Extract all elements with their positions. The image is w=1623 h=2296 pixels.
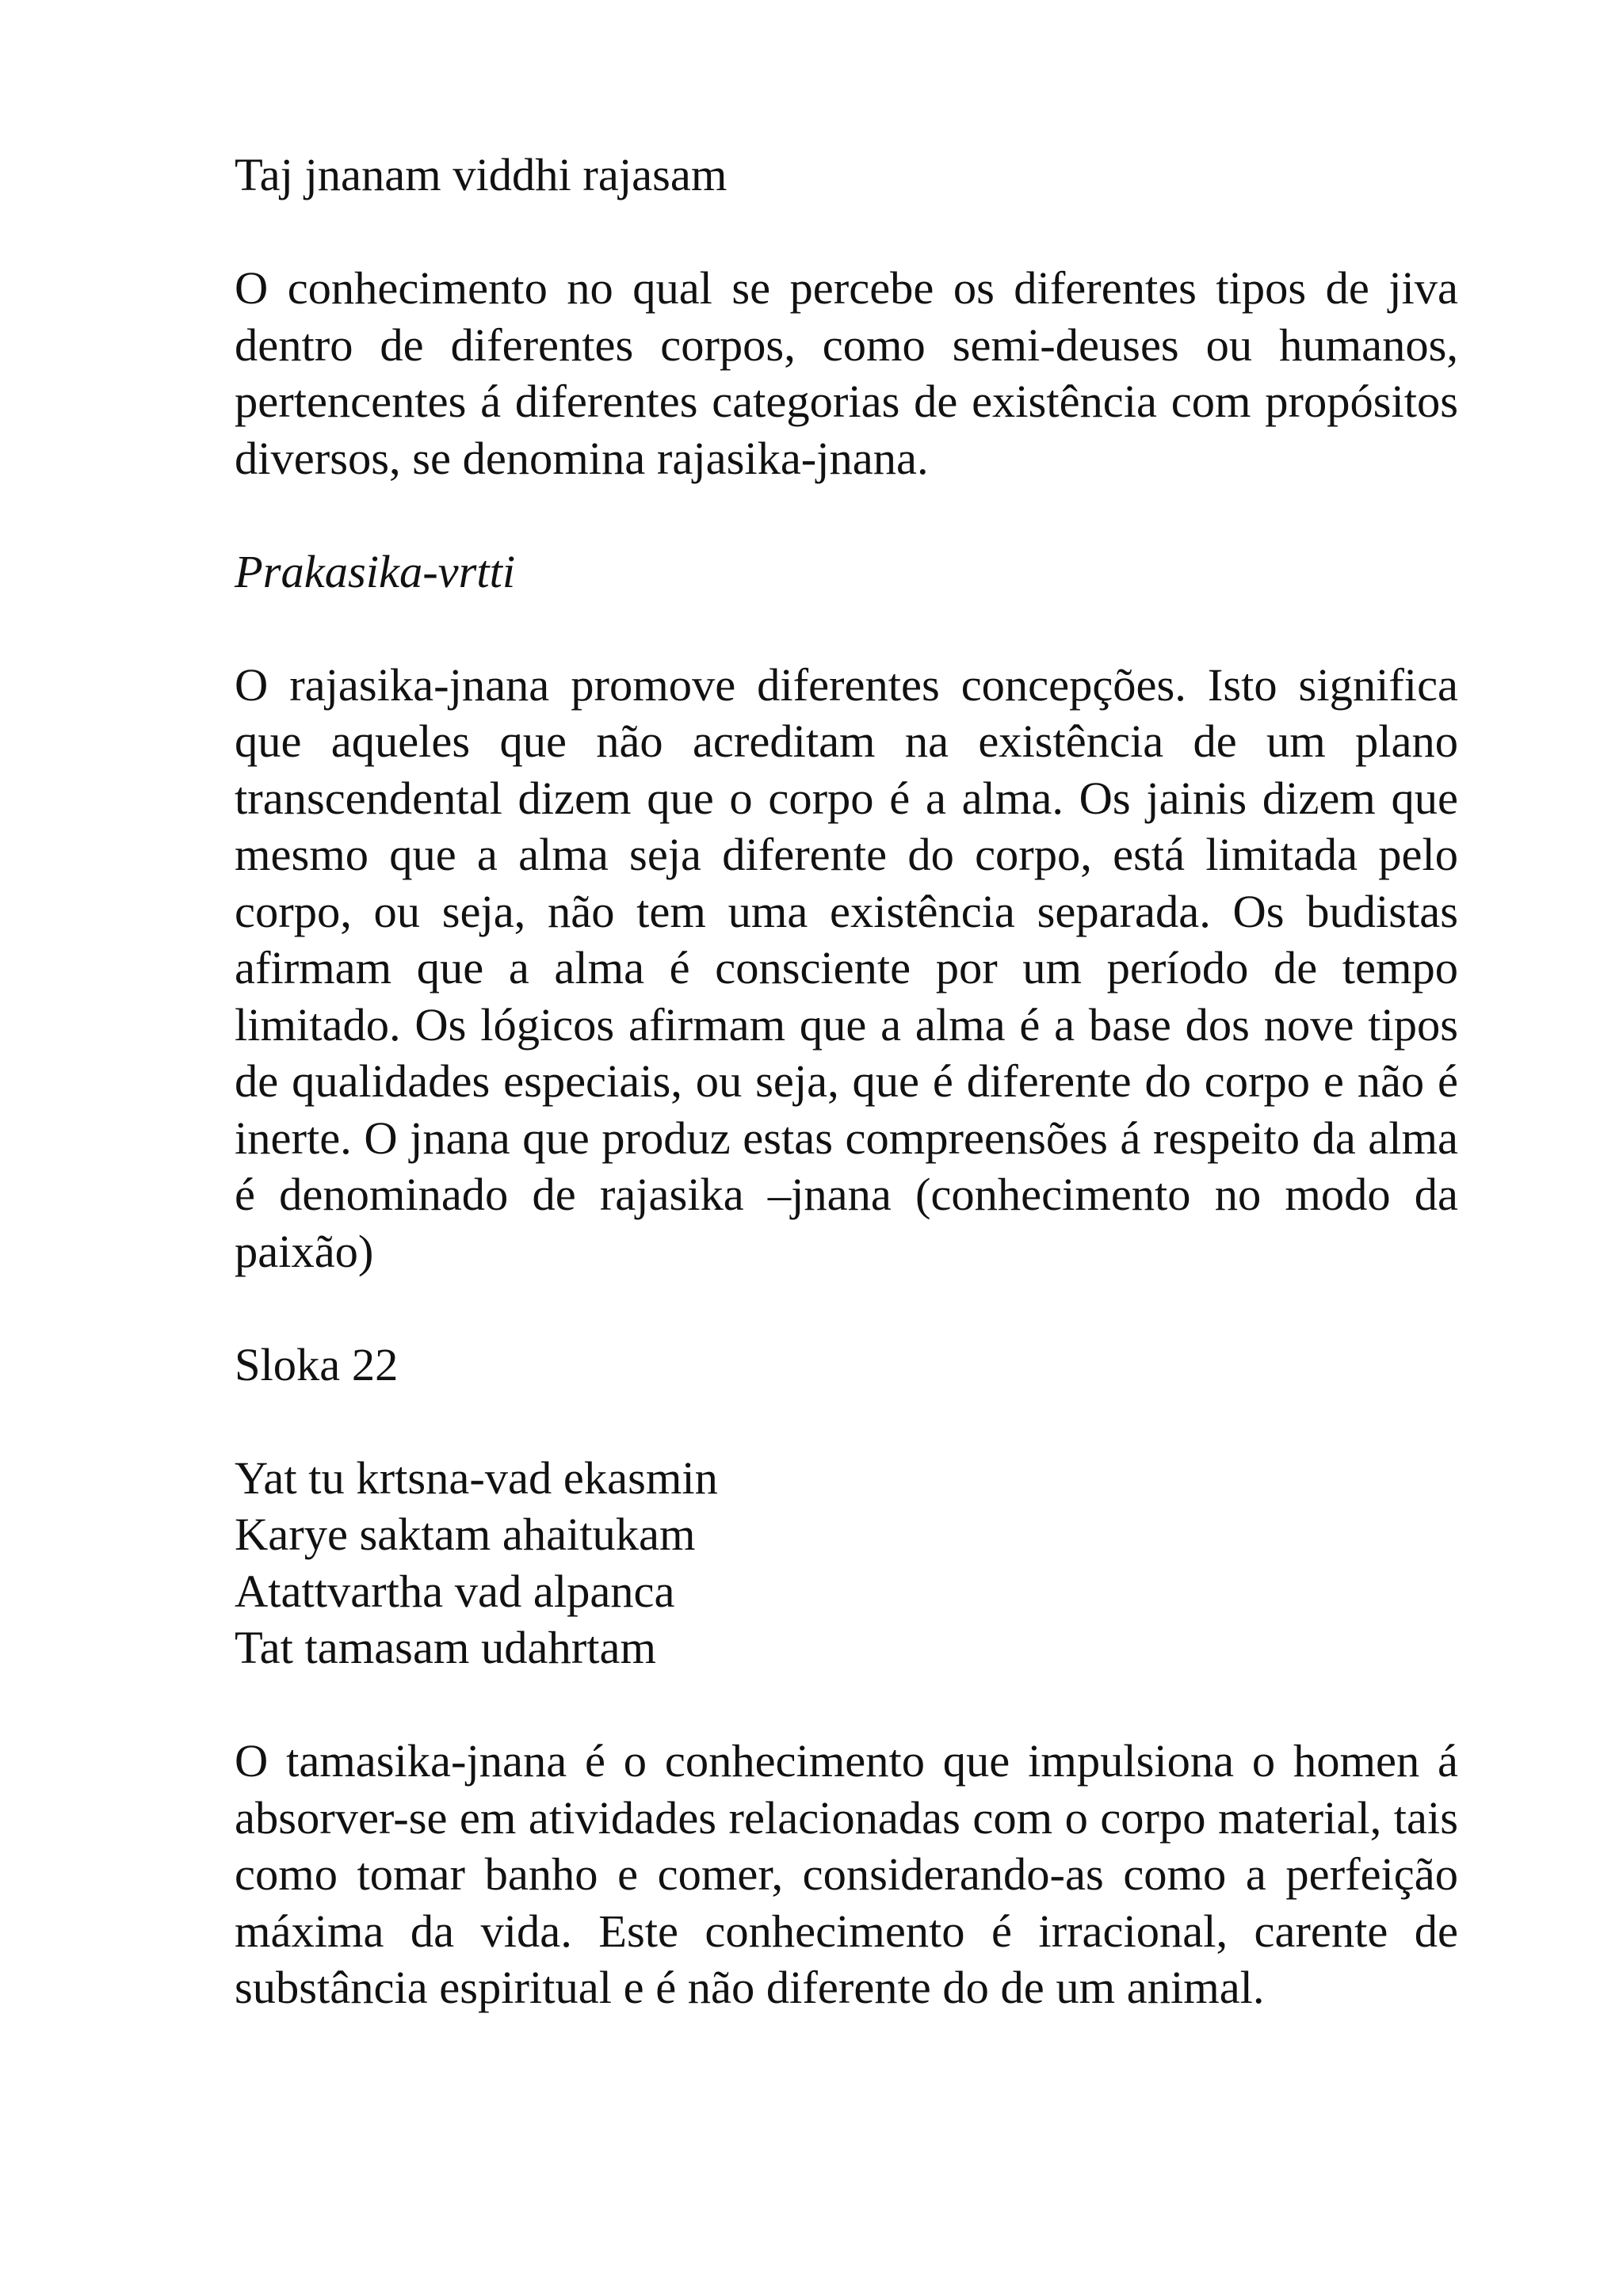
verse-line: Karye saktam ahaitukam <box>235 1508 696 1560</box>
document-page <box>235 147 1458 2016</box>
paragraph-commentary: O rajasika-jnana promove diferentes concepções. Isto significa que aqueles que não acreditam na existência de um plano transcendental dizem que o corpo é a alma. Os jainis dizem que mesmo que a alma seja diferente do corpo, está limitada pelo corpo, ou seja, não tem uma existência separada. Os budistas afirmam que a alma é consciente por um período de tempo limitado. Os lógicos afirmam que a alma é a base dos nove tipos de qualidades especiais, ou seja, que é diferente do corpo e não é inerte. O jnana que produz estas compreensões á respeito da alma é denominado de rajasika –jnana (conhecimento no modo da paixão) <box>235 658 1458 1277</box>
paragraph-tamasika: O tamasika-jnana é o conhecimento que impulsiona o homen á absorver-se em atividades relacionadas com o corpo material, tais como tomar banho e comer, considerando-as como a perfeição máxima da vida. Este conhecimento é irracional, carente de substância espiritual e é não diferente do de um animal. <box>235 1735 1458 2013</box>
verse-line: Tat tamasam udahrtam <box>235 1622 656 1673</box>
commentary-title: Prakasika-vrtti <box>235 545 516 597</box>
paragraph-translation: O conhecimento no qual se percebe os diferentes tipos de jiva dentro de diferentes corpos, como semi-deuses ou humanos, pertencentes á diferentes categorias de existência com propósitos diversos, se denomina rajasika-jnana. <box>235 262 1458 484</box>
verse-line: Yat tu krtsna-vad ekasmin <box>235 1451 718 1504</box>
verse-block <box>235 1450 1458 1676</box>
sloka-title: Sloka 22 <box>235 1338 399 1390</box>
verse-line: Atattvartha vad alpanca <box>235 1565 675 1617</box>
verse-line-heading: Taj jnanam viddhi rajasam <box>235 149 727 200</box>
